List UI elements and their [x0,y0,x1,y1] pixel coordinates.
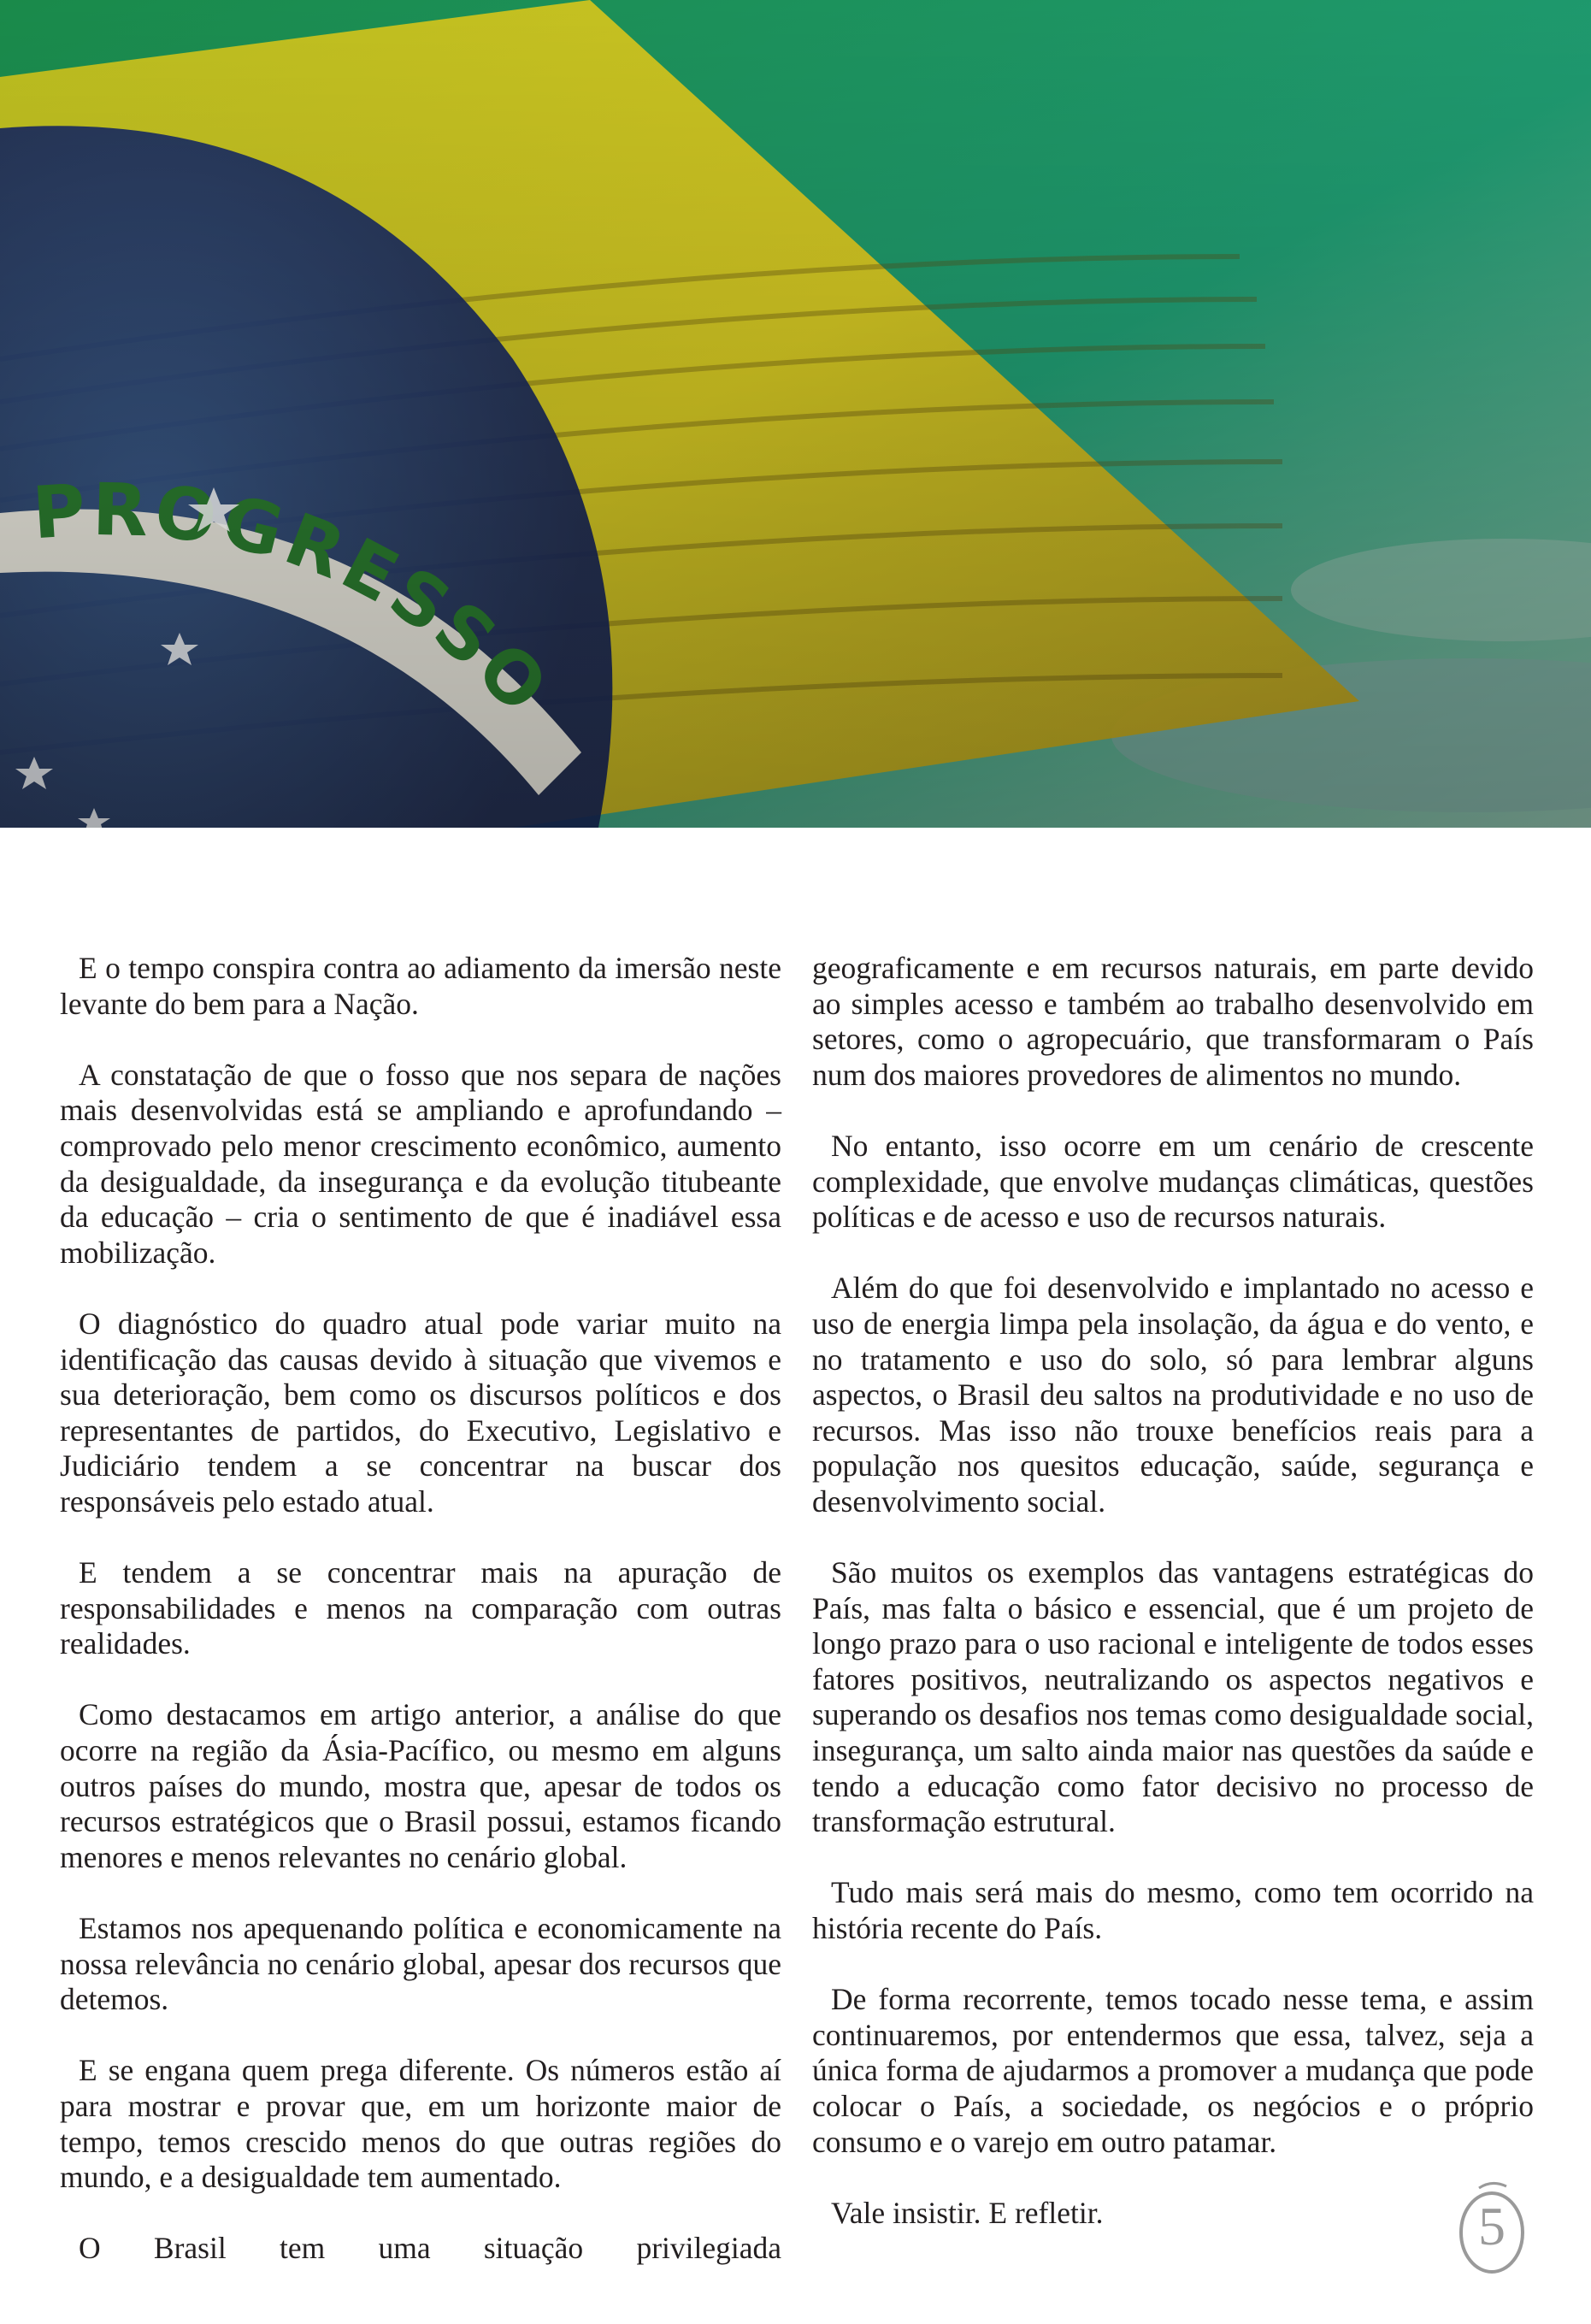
paragraph: geograficamente e em recursos naturais, em parte devido ao simples acesso e também ao trabalho desenvolvido em setores, como o agropecuário, que transformaram o País num dos maiores provedores de alimentos no mundo. [812,951,1534,1092]
page-number-value: 5 [1478,2196,1506,2256]
hero-image [0,0,1591,828]
paragraph: Estamos nos apequenando política e economicamente na nossa relevância no cenário global, apesar dos recursos que detemos. [60,1911,781,2017]
article-left-column [60,951,781,2303]
paragraph: São muitos os exemplos das vantagens estratégicas do País, mas falta o básico e essencial, que é um projeto de longo prazo para o uso racional e inteligente de todos esses fatores positivos, neutralizando os aspectos negativos e superando os desafios nos temas como desigualdade social, insegurança, um salto ainda maior nas questões da saúde e tendo a educação como fator decisivo no processo de transformação estrutural. [812,1555,1534,1839]
paragraph: No entanto, isso ocorre em um cenário de crescente complexidade, que envolve mudanças climáticas, questões políticas e de acesso e uso de recursos naturais. [812,1128,1534,1235]
paragraph: De forma recorrente, temos tocado nesse tema, e assim continuaremos, por entendermos que essa, talvez, seja a única forma de ajudarmos a promover a mudança que pode colocar o País, a sociedade, os negócios e o próprio consumo e o varejo em outro patamar. [812,1982,1534,2159]
paragraph: Tudo mais será mais do mesmo, como tem ocorrido na história recente do País. [812,1875,1534,1946]
paragraph: Além do que foi desenvolvido e implantado no acesso e uso de energia limpa pela insolação, da água e do vento, e no tratamento e uso do solo, só para lembrar alguns aspectos, o Brasil deu saltos na produtividade e no uso de recursos. Mas isso não trouxe benefícios reais para a população nos quesitos educação, saúde, segurança e desenvolvimento social. [812,1271,1534,1519]
paragraph: A constatação de que o fosso que nos separa de nações mais desenvolvidas está se ampliando e aprofundando – comprovado pelo menor crescimento econômico, aumento da desigualdade, da insegurança e da evolução titubeante da educação – cria o sentimento de que é inadiável essa mobilização. [60,1057,781,1270]
paragraph: E tendem a se concentrar mais na apuração de responsabilidades e menos na comparação com outras realidades. [60,1555,781,1661]
paragraph: Como destacamos em artigo anterior, a análise do que ocorre na região da Ásia-Pacífico, ou mesmo em alguns outros países do mundo, mostra que, apesar de todos os recursos estratégicos que o Brasil possui, estamos ficando menores e menos relevantes no cenário global. [60,1697,781,1874]
flag-coins-illustration [0,0,1591,828]
paragraph: E o tempo conspira contra ao adiamento da imersão neste levante do bem para a Nação. [60,951,781,1021]
article-right-column [812,951,1534,2267]
page-number [1453,2176,1530,2279]
paragraph: E se engana quem prega diferente. Os números estão aí para mostrar e provar que, em um horizonte maior de tempo, temos crescido menos do que outras regiões do mundo, e a desigualdade tem aumentado. [60,2053,781,2195]
paragraph: O diagnóstico do quadro atual pode variar muito na identificação das causas devido à situação que vivemos e sua deterioração, bem como os discursos políticos e dos representantes de partidos, do Executivo, Legislativo e Judiciário tendem a se concentrar na buscar dos responsáveis pelo estado atual. [60,1306,781,1519]
paragraph: Vale insistir. E refletir. [831,2195,1104,2230]
paragraph: O Brasil tem uma situação privilegiada [79,2231,781,2266]
